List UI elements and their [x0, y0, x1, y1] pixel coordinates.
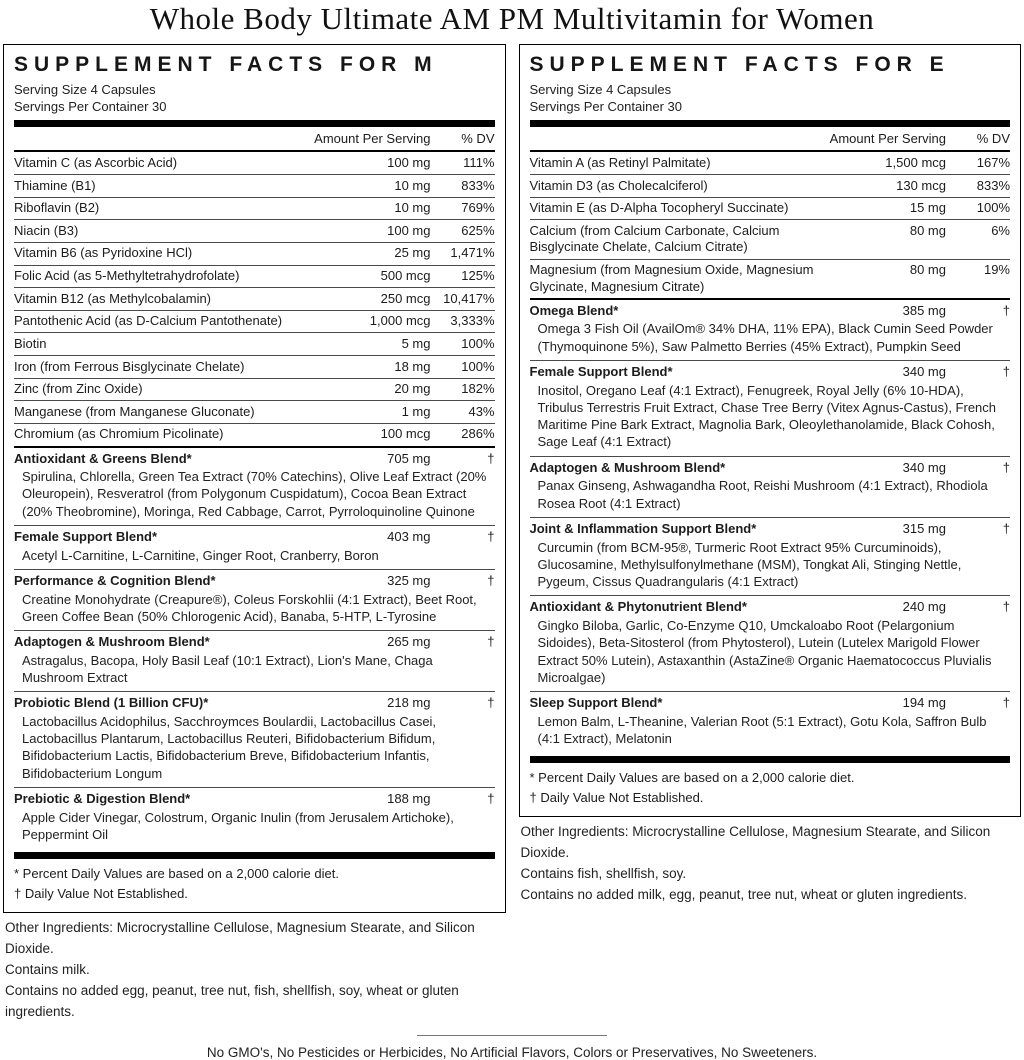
below-panel-notes-evening	[519, 817, 1022, 906]
blend-name: Female Support Blend*	[14, 529, 158, 545]
nutrient-row	[14, 197, 495, 220]
nutrient-row	[14, 265, 495, 288]
nutrient-row	[530, 259, 1011, 298]
nutrient-amount: 15 mg	[909, 200, 946, 216]
nutrient-row	[530, 174, 1011, 197]
nutrient-name: Vitamin B6 (as Pyridoxine HCl)	[14, 245, 193, 261]
amount-per-serving-header: Amount Per Serving	[829, 131, 946, 147]
nutrient-name: Thiamine (B1)	[14, 177, 96, 193]
percent-dv-header: % DV	[461, 131, 495, 147]
footnotes	[14, 859, 495, 904]
nutrient-name: Folic Acid (as 5-Methyltetrahydrofolate)	[14, 268, 240, 284]
blend-amount: 385 mg	[902, 302, 946, 318]
blend-section	[530, 691, 1011, 752]
percent-dv-header: % DV	[976, 131, 1010, 147]
other-ingredients-line: Other Ingredients: Microcrystalline Cellulose, Magnesium Stearate, and Silicon Dioxide.	[5, 920, 475, 957]
panels-container	[0, 44, 1024, 1023]
blend-row	[14, 693, 495, 713]
column-headers	[530, 127, 1011, 152]
blend-amount: 265 mg	[387, 634, 431, 650]
blend-section	[14, 569, 495, 630]
nutrient-row	[14, 332, 495, 355]
nutrient-dv: 100%	[461, 335, 495, 351]
blend-row	[530, 597, 1011, 617]
facts-rows	[14, 152, 495, 848]
nutrient-amount: 100 mg	[387, 154, 431, 170]
blend-name: Antioxidant & Phytonutrient Blend*	[529, 599, 747, 615]
nutrient-amount: 250 mcg	[380, 290, 431, 306]
blend-amount: 194 mg	[902, 695, 946, 711]
thick-divider	[530, 120, 1011, 127]
blend-row	[530, 362, 1011, 382]
morning-column	[3, 44, 506, 1023]
blend-name: Antioxidant & Greens Blend*	[14, 450, 192, 466]
blend-section	[530, 595, 1011, 691]
nutrient-name: Vitamin E (as D-Alpha Tocopheryl Succinate)	[529, 200, 789, 216]
blend-row	[530, 458, 1011, 478]
footnotes	[530, 763, 1011, 808]
blend-row	[530, 693, 1011, 713]
blend-ingredients: Curcumin (from BCM-95®, Turmeric Root Extract 95% Curcuminoids), Glucosamine, Methylsulfonylmethane (MSM), Tongkat Ali, Stinging Nettle, Pygeum, Cissus Quadrangularis (4:1 Extract)	[537, 539, 962, 590]
column-headers	[14, 127, 495, 152]
nutrient-amount: 10 mg	[394, 200, 431, 216]
contains-no-added-line: Contains no added egg, peanut, tree nut, fish, shellfish, soy, wheat or gluten ingredients.	[5, 983, 459, 1019]
nutrient-amount: 100 mg	[387, 222, 431, 238]
nutrient-name: Pantothenic Acid (as D-Calcium Pantothenate)	[14, 313, 283, 329]
blend-section	[14, 630, 495, 691]
blend-dv-dagger: †	[487, 695, 495, 711]
blend-name: Sleep Support Blend*	[529, 695, 663, 711]
nutrient-row	[14, 174, 495, 197]
footnote-dagger: † Daily Value Not Established.	[529, 789, 704, 805]
blend-amount: 315 mg	[902, 520, 946, 536]
nutrient-amount: 80 mg	[909, 222, 946, 238]
blend-ingredients: Astragalus, Bacopa, Holy Basil Leaf (10:1 Extract), Lion's Mane, Chaga Mushroom Extract	[22, 652, 433, 686]
nutrient-dv: 10,417%	[443, 290, 495, 306]
blend-ingredients: Lactobacillus Acidophilus, Sacchroymces Boulardii, Lactobacillus Casei, Lactobacillus Plantarum, Lactobacillus Reuteri, Bifidobacterium Bifidum, Bifidobacterium Lactis, Bifidobacterium Breve, Bifidobacterium Infantis, Bifidobacterium Longum	[22, 713, 437, 781]
nutrient-amount: 18 mg	[394, 358, 431, 374]
nutrient-amount: 1 mg	[401, 403, 431, 419]
blend-dv-dagger: †	[1002, 599, 1010, 615]
blend-section	[530, 298, 1011, 360]
nutrient-row	[14, 310, 495, 333]
nutrient-amount: 1,500 mcg	[885, 154, 946, 170]
blend-ingredients: Panax Ginseng, Ashwagandha Root, Reishi Mushroom (4:1 Extract), Rhodiola Rosea Root (4:1 Extract)	[537, 478, 988, 511]
nutrient-row	[14, 355, 495, 378]
blend-name: Adaptogen & Mushroom Blend*	[529, 459, 726, 475]
blend-name: Performance & Cognition Blend*	[14, 572, 216, 588]
blend-section	[14, 787, 495, 848]
blend-dv-dagger: †	[1002, 363, 1010, 379]
nutrient-name: Magnesium (from Magnesium Oxide, Magnesium Glycinate, Magnesium Citrate)	[529, 262, 814, 294]
nutrient-dv: 769%	[461, 200, 495, 216]
nutrient-row	[14, 287, 495, 310]
bottom-note	[0, 1035, 1024, 1060]
other-ingredients-line: Other Ingredients: Microcrystalline Cellulose, Magnesium Stearate, and Silicon Dioxide.	[520, 824, 991, 861]
supplement-facts-panel-evening	[519, 44, 1022, 818]
blend-dv-dagger: †	[1002, 695, 1010, 711]
servings-per-container: Servings Per Container 30	[529, 98, 682, 114]
nutrient-row	[14, 152, 495, 174]
nutrient-dv: 833%	[976, 177, 1010, 193]
nutrient-dv: 833%	[461, 177, 495, 193]
contains-line: Contains milk.	[5, 962, 90, 978]
blend-row	[14, 527, 495, 547]
nutrient-dv: 100%	[461, 358, 495, 374]
page-title: Whole Body Ultimate AM PM Multivitamin for Women	[149, 1, 875, 36]
blend-amount: 340 mg	[902, 363, 946, 379]
blend-amount: 340 mg	[902, 459, 946, 475]
blend-section	[530, 517, 1011, 595]
thick-divider	[14, 852, 495, 859]
blend-dv-dagger: †	[487, 529, 495, 545]
nutrient-dv: 6%	[991, 222, 1010, 238]
blend-dv-dagger: †	[1002, 459, 1010, 475]
blend-row	[14, 571, 495, 591]
blend-section	[530, 360, 1011, 456]
blend-amount: 705 mg	[387, 450, 431, 466]
nutrient-row	[14, 242, 495, 265]
nutrient-amount: 10 mg	[394, 177, 431, 193]
blend-row	[14, 632, 495, 652]
blend-name: Prebiotic & Digestion Blend*	[14, 791, 191, 807]
blend-dv-dagger: †	[1002, 520, 1010, 536]
bottom-note-text: No GMO's, No Pesticides or Herbicides, No Artificial Flavors, Colors or Preservatives, No Sweeteners.	[206, 1044, 818, 1060]
blend-row	[14, 789, 495, 809]
blend-amount: 325 mg	[387, 572, 431, 588]
contains-line: Contains fish, shellfish, soy.	[520, 866, 687, 882]
blend-ingredients: Omega 3 Fish Oil (AvailOm® 34% DHA, 11% EPA), Black Cumin Seed Powder (Thymoquinone 5%), Saw Palmetto Berries (45% Extract), Pumpkin Seed	[537, 321, 993, 354]
nutrient-dv: 286%	[461, 426, 495, 442]
serving-size: Serving Size 4 Capsules	[14, 81, 156, 97]
nutrient-row	[530, 219, 1011, 258]
nutrient-name: Zinc (from Zinc Oxide)	[14, 381, 143, 397]
blend-name: Female Support Blend*	[529, 363, 673, 379]
footnote-percent-dv: * Percent Daily Values are based on a 2,000 calorie diet.	[14, 866, 339, 882]
nutrient-amount: 130 mcg	[896, 177, 946, 193]
nutrient-name: Vitamin C (as Ascorbic Acid)	[14, 154, 178, 170]
blend-section	[14, 446, 495, 525]
blend-name: Adaptogen & Mushroom Blend*	[14, 634, 210, 650]
footnote-percent-dv: * Percent Daily Values are based on a 2,000 calorie diet.	[529, 770, 855, 786]
amount-per-serving-header: Amount Per Serving	[314, 131, 431, 147]
panel-title-morning: SUPPLEMENT FACTS FOR M	[14, 52, 438, 76]
below-panel-notes-morning	[3, 913, 506, 1023]
nutrient-dv: 1,471%	[450, 245, 495, 261]
blend-ingredients: Spirulina, Chlorella, Green Tea Extract (70% Catechins), Olive Leaf Extract (20% Oleuropein), Resveratrol (from Polygonum Cuspidatum), Cocoa Bean Extract (20% Theobromine), Moringa, Red Cabbage, Carrot, Pyrroloquinoline Quinone	[22, 469, 487, 519]
blend-section	[530, 456, 1011, 517]
nutrient-amount: 25 mg	[394, 245, 431, 261]
nutrient-amount: 80 mg	[909, 262, 946, 278]
nutrient-dv: 43%	[468, 403, 495, 419]
nutrient-dv: 125%	[461, 268, 495, 284]
blend-section	[14, 525, 495, 569]
blend-row	[530, 301, 1011, 321]
blend-amount: 403 mg	[387, 529, 431, 545]
nutrient-name: Biotin	[14, 335, 47, 351]
blend-dv-dagger: †	[487, 634, 495, 650]
nutrient-row	[14, 400, 495, 423]
blend-dv-dagger: †	[1002, 302, 1010, 318]
nutrient-row	[530, 197, 1011, 220]
blend-amount: 188 mg	[387, 791, 431, 807]
nutrient-dv: 3,333%	[450, 313, 495, 329]
nutrient-amount: 500 mcg	[380, 268, 431, 284]
blend-dv-dagger: †	[487, 450, 495, 466]
nutrient-dv: 111%	[463, 154, 495, 170]
nutrient-amount: 100 mcg	[380, 426, 431, 442]
nutrient-dv: 625%	[461, 222, 495, 238]
nutrient-row	[14, 378, 495, 401]
panel-title-evening: SUPPLEMENT FACTS FOR E	[529, 52, 950, 76]
nutrient-name: Calcium (from Calcium Carbonate, Calcium Bisglycinate Chelate, Calcium Citrate)	[529, 222, 780, 255]
evening-column	[519, 44, 1022, 906]
blend-name: Joint & Inflammation Support Blend*	[529, 520, 757, 536]
blend-ingredients: Acetyl L-Carnitine, L-Carnitine, Ginger Root, Cranberry, Boron	[22, 547, 379, 563]
blend-ingredients: Gingko Biloba, Garlic, Co-Enzyme Q10, Umckaloabo Root (Pelargonium Sidoides), Beta-Sitosterol (from Phytosterol), Lutein (Lutelex Marigold Flower Extract 50% Lutein), Astaxanthin (AstaZine® Organic Haematococcus Pluvialis Microalgae)	[537, 618, 992, 685]
facts-rows	[530, 152, 1011, 752]
nutrient-dv: 19%	[983, 262, 1010, 278]
nutrient-row	[14, 423, 495, 446]
blend-ingredients: Lemon Balm, L-Theanine, Valerian Root (5:1 Extract), Gotu Kola, Saffron Bulb (4:1 Extract), Melatonin	[537, 713, 987, 747]
blend-row	[14, 449, 495, 469]
thick-divider	[530, 756, 1011, 763]
blend-amount: 218 mg	[387, 695, 431, 711]
supplement-facts-panel-morning	[3, 44, 506, 914]
nutrient-name: Vitamin D3 (as Cholecalciferol)	[529, 177, 708, 193]
nutrient-name: Chromium (as Chromium Picolinate)	[14, 426, 224, 442]
footnote-dagger: † Daily Value Not Established.	[14, 885, 188, 901]
nutrient-row	[530, 152, 1011, 174]
nutrient-amount: 1,000 mcg	[369, 313, 431, 329]
nutrient-name: Riboflavin (B2)	[14, 200, 100, 216]
blend-name: Probiotic Blend (1 Billion CFU)*	[14, 695, 209, 711]
nutrient-name: Niacin (B3)	[14, 222, 79, 238]
nutrient-name: Vitamin A (as Retinyl Palmitate)	[529, 154, 711, 170]
blend-dv-dagger: †	[487, 572, 495, 588]
nutrient-dv: 167%	[976, 154, 1010, 170]
nutrient-name: Manganese (from Manganese Gluconate)	[14, 403, 255, 419]
contains-no-added-line: Contains no added milk, egg, peanut, tree nut, wheat or gluten ingredients.	[520, 887, 968, 903]
nutrient-dv: 100%	[976, 200, 1010, 216]
blend-ingredients: Creatine Monohydrate (Creapure®), Coleus Forskohlii (4:1 Extract), Beet Root, Green Coffee Bean (50% Chlorogenic Acid), Banaba, 5-HTP, L-Tyrosine	[22, 591, 477, 624]
nutrient-amount: 5 mg	[401, 335, 431, 351]
serving-size: Serving Size 4 Capsules	[529, 81, 672, 97]
blend-name: Omega Blend*	[529, 302, 619, 318]
nutrient-row	[14, 219, 495, 242]
nutrient-name: Vitamin B12 (as Methylcobalamin)	[14, 290, 212, 306]
bottom-divider-line	[417, 1035, 607, 1036]
nutrient-amount: 20 mg	[394, 381, 431, 397]
blend-row	[530, 519, 1011, 539]
blend-section	[14, 691, 495, 787]
blend-amount: 240 mg	[902, 599, 946, 615]
blend-dv-dagger: †	[487, 791, 495, 807]
thick-divider	[14, 120, 495, 127]
nutrient-dv: 182%	[461, 381, 495, 397]
blend-ingredients: Inositol, Oregano Leaf (4:1 Extract), Fenugreek, Royal Jelly (6% 10-HDA), Tribulus Terrestris Fruit Extract, Chase Tree Berry (Vitex Agnus-Castus), French Maritime Pine Bark Extract, Magnolia Bark, Oleoylethanolamide, Black Cohosh, Sage Leaf (4:1 Extract)	[537, 382, 997, 450]
servings-per-container: Servings Per Container 30	[14, 98, 167, 114]
blend-ingredients: Apple Cider Vinegar, Colostrum, Organic Inulin (from Jerusalem Artichoke), Peppermint Oil	[22, 809, 454, 842]
nutrient-name: Iron (from Ferrous Bisglycinate Chelate)	[14, 358, 245, 374]
